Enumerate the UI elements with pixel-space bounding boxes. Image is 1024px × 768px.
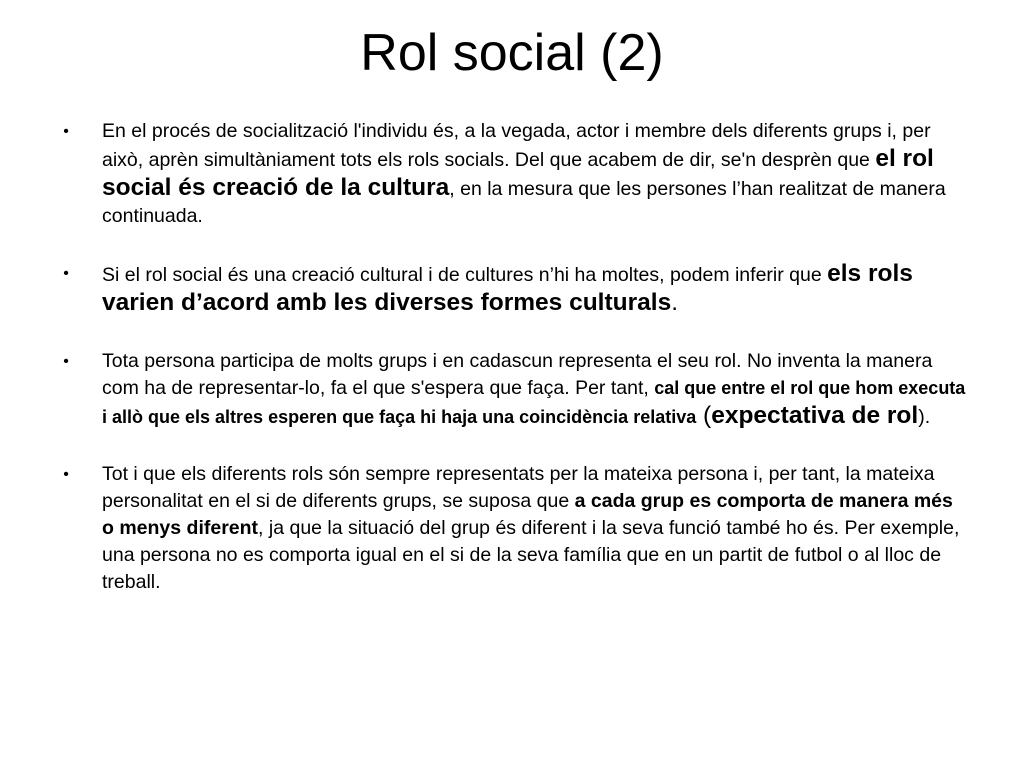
bullet-text: Tot i que els diferents rols són sempre representats per la mateixa persona i, per tant, la mateixa personalitat en el si de diferents grups, se suposa que	[102, 463, 935, 512]
bullet-icon: •	[63, 353, 69, 370]
bullet-emphasis: cal que entre el rol que hom executa i allò que els altres esperen que faça hi haja una coincidència relativa	[102, 378, 966, 427]
bullet-text: Si el rol social és una creació cultural i de cultures n’hi ha moltes, podem inferir que	[102, 264, 828, 286]
bullet-text: , ja que la situació del grup és diferent i la seva funció també ho és. Per exemple, una persona no es comporta igual en el si de la seva família que en un partit de futbol o al lloc de treball.	[102, 517, 960, 593]
bullet-emphasis: a cada grup es comporta de manera més o menys diferent	[102, 490, 953, 539]
bullet-text: ).	[918, 406, 931, 428]
bullet-emphasis: el rol social és creació de la cultura	[102, 145, 934, 201]
bullet-emphasis: els rols varien d’acord amb les diverses formes culturals	[102, 260, 913, 316]
bullet-text: Tota persona participa de molts grups i en cadascun representa el seu rol. No inventa la manera com ha de representar-lo, fa el que s'espera que faça. Per tant,	[102, 350, 933, 399]
bullet-item-3	[56, 348, 968, 431]
bullet-emphasis-expectativa: expectativa de rol	[711, 402, 919, 429]
bullet-icon: •	[63, 466, 69, 483]
bullet-text: .	[671, 289, 679, 316]
bullet-item-4	[56, 461, 968, 596]
bullet-text: , en la mesura que les persones l’han realitzat de manera continuada.	[102, 178, 946, 227]
bullet-text: (	[696, 402, 712, 429]
bullet-icon: •	[63, 123, 69, 140]
bullet-text: En el procés de socialització l'individu és, a la vegada, actor i membre dels diferents grups i, per això, aprèn simultàniament tots els rols socials. Del que acabem de dir, se'n desprèn que	[102, 120, 931, 171]
bullet-item-1	[56, 118, 968, 230]
bullet-list	[56, 118, 968, 596]
slide-title: Rol social (2)	[360, 24, 664, 82]
bullet-icon: •	[63, 265, 69, 282]
bullet-item-2	[56, 260, 968, 318]
